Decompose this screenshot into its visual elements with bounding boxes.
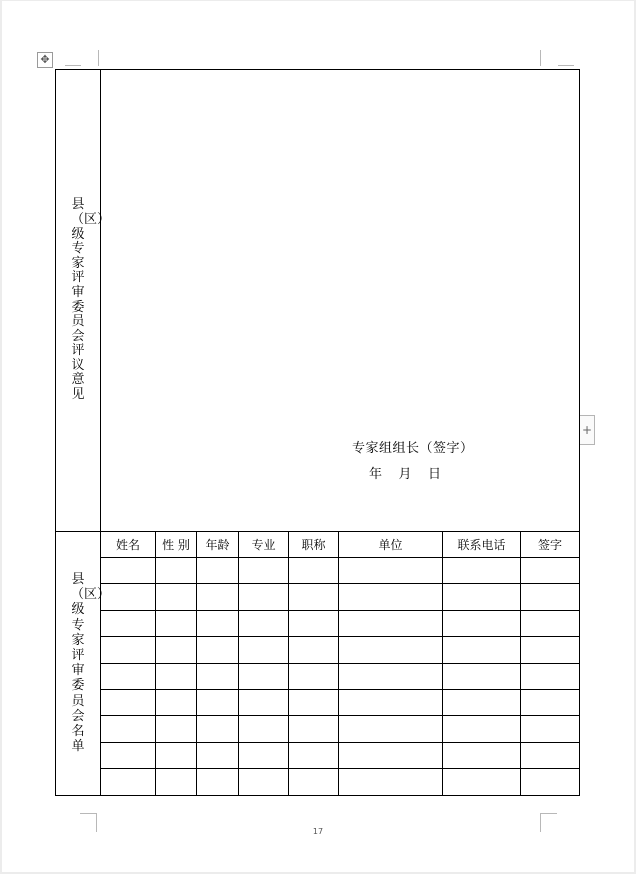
member-row xyxy=(56,689,580,715)
opinion-side-label-cell xyxy=(56,70,111,532)
member-cell[interactable] xyxy=(197,663,239,689)
member-row xyxy=(56,716,580,742)
member-cell[interactable] xyxy=(101,769,156,795)
member-cell[interactable] xyxy=(239,663,289,689)
member-row xyxy=(56,637,580,663)
member-cell[interactable] xyxy=(156,742,197,768)
member-cell[interactable] xyxy=(339,610,443,636)
member-cell[interactable] xyxy=(101,558,156,584)
header-unit: 单位 xyxy=(339,532,443,558)
member-cell[interactable] xyxy=(289,558,339,584)
member-cell[interactable] xyxy=(339,663,443,689)
member-cell[interactable] xyxy=(289,716,339,742)
member-cell[interactable] xyxy=(156,558,197,584)
member-cell[interactable] xyxy=(443,584,521,610)
member-cell[interactable] xyxy=(156,689,197,715)
member-cell[interactable] xyxy=(197,584,239,610)
header-name: 姓名 xyxy=(101,532,156,558)
member-side-label: 县（区）级专家评审委员会名单 xyxy=(71,572,111,755)
member-cell[interactable] xyxy=(101,663,156,689)
member-cell[interactable] xyxy=(521,769,580,795)
signature-label: 专家组组长（签字） xyxy=(352,441,474,456)
member-cell[interactable] xyxy=(156,637,197,663)
member-cell[interactable] xyxy=(197,769,239,795)
table-move-icon[interactable]: ✥ xyxy=(37,52,53,68)
crop-mark-top-right-horizontal xyxy=(558,65,574,66)
header-major: 专业 xyxy=(239,532,289,558)
member-cell[interactable] xyxy=(289,584,339,610)
member-cell[interactable] xyxy=(239,558,289,584)
member-cell[interactable] xyxy=(197,637,239,663)
member-cell[interactable] xyxy=(239,689,289,715)
header-phone: 联系电话 xyxy=(443,532,521,558)
member-cell[interactable] xyxy=(156,663,197,689)
member-cell[interactable] xyxy=(101,742,156,768)
member-cell[interactable] xyxy=(443,558,521,584)
member-cell[interactable] xyxy=(197,742,239,768)
member-cell[interactable] xyxy=(339,742,443,768)
date-label: 年 月 日 xyxy=(369,467,442,482)
member-cell[interactable] xyxy=(443,663,521,689)
member-cell[interactable] xyxy=(239,769,289,795)
member-row xyxy=(56,742,580,768)
crop-mark-top-right xyxy=(540,50,557,66)
crop-mark-top-left-horizontal xyxy=(65,65,81,66)
member-cell[interactable] xyxy=(239,584,289,610)
member-row xyxy=(56,663,580,689)
page-number: 17 xyxy=(312,827,324,836)
member-cell[interactable] xyxy=(197,716,239,742)
member-row xyxy=(56,584,580,610)
member-cell[interactable] xyxy=(156,716,197,742)
member-cell[interactable] xyxy=(101,637,156,663)
member-cell[interactable] xyxy=(197,610,239,636)
member-cell[interactable] xyxy=(156,610,197,636)
member-cell[interactable] xyxy=(289,663,339,689)
member-cell[interactable] xyxy=(443,769,521,795)
member-cell[interactable] xyxy=(156,584,197,610)
member-cell[interactable] xyxy=(289,637,339,663)
opinion-side-label: 县（区）级专家评审委员会评议意见 xyxy=(71,197,111,403)
member-cell[interactable] xyxy=(289,610,339,636)
member-cell[interactable] xyxy=(339,716,443,742)
header-signature: 签字 xyxy=(521,532,580,558)
member-cell[interactable] xyxy=(289,689,339,715)
member-cell[interactable] xyxy=(521,716,580,742)
member-cell[interactable] xyxy=(101,689,156,715)
member-cell[interactable] xyxy=(521,610,580,636)
member-cell[interactable] xyxy=(101,610,156,636)
member-header-row xyxy=(56,532,580,558)
opinion-row xyxy=(56,70,580,532)
member-cell[interactable] xyxy=(339,558,443,584)
opinion-text-area[interactable] xyxy=(101,70,580,532)
member-cell[interactable] xyxy=(339,584,443,610)
member-cell[interactable] xyxy=(197,558,239,584)
member-cell[interactable] xyxy=(521,689,580,715)
crop-mark-top-left xyxy=(82,50,99,66)
member-cell[interactable] xyxy=(521,637,580,663)
member-cell[interactable] xyxy=(101,716,156,742)
add-column-icon[interactable]: + xyxy=(579,415,595,445)
member-cell[interactable] xyxy=(521,584,580,610)
member-cell[interactable] xyxy=(339,689,443,715)
member-cell[interactable] xyxy=(239,610,289,636)
member-cell[interactable] xyxy=(239,637,289,663)
member-cell[interactable] xyxy=(521,663,580,689)
header-age: 年龄 xyxy=(197,532,239,558)
review-form-table xyxy=(55,69,580,796)
member-cell[interactable] xyxy=(239,716,289,742)
member-cell[interactable] xyxy=(521,742,580,768)
member-cell[interactable] xyxy=(443,610,521,636)
header-gender: 性 别 xyxy=(156,532,197,558)
member-cell[interactable] xyxy=(521,558,580,584)
member-cell[interactable] xyxy=(289,769,339,795)
member-cell[interactable] xyxy=(443,637,521,663)
member-cell[interactable] xyxy=(289,742,339,768)
member-cell[interactable] xyxy=(339,637,443,663)
member-row xyxy=(56,769,580,795)
member-cell[interactable] xyxy=(197,689,239,715)
member-cell[interactable] xyxy=(339,769,443,795)
member-side-label-cell xyxy=(56,532,111,796)
header-title: 职称 xyxy=(289,532,339,558)
member-cell[interactable] xyxy=(443,689,521,715)
member-cell[interactable] xyxy=(156,769,197,795)
member-row xyxy=(56,610,580,636)
member-row xyxy=(56,558,580,584)
member-cell[interactable] xyxy=(239,742,289,768)
member-cell[interactable] xyxy=(443,716,521,742)
member-cell[interactable] xyxy=(443,742,521,768)
